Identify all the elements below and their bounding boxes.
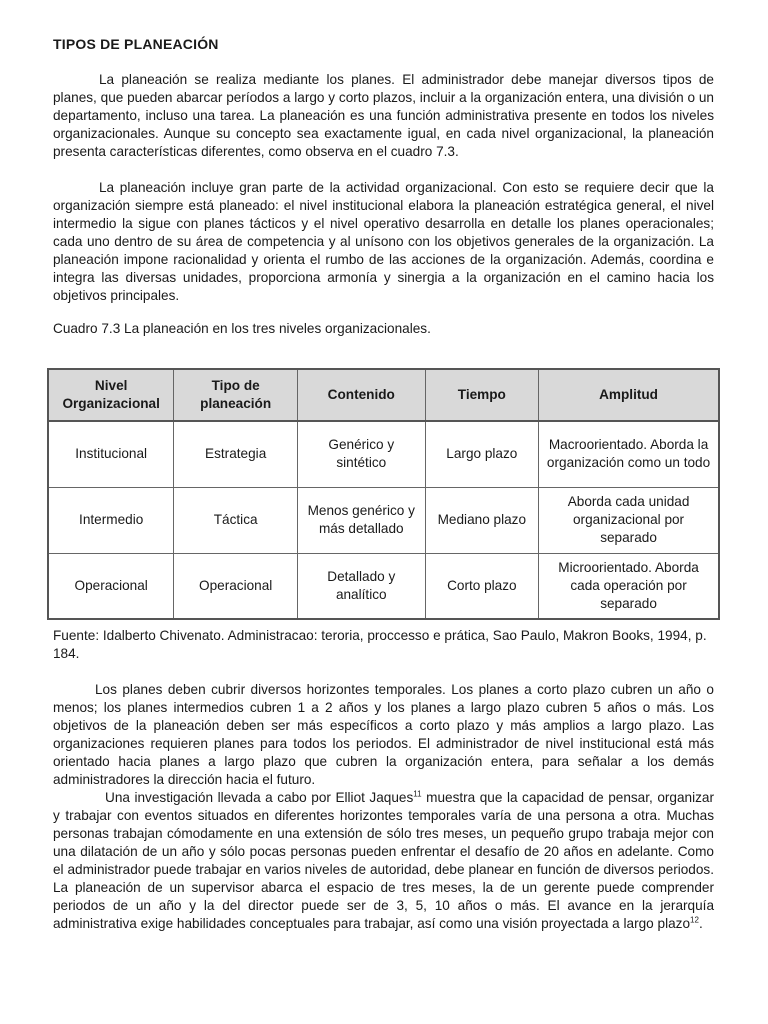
header-contenido: Contenido	[297, 369, 425, 421]
cell-tipo: Estrategia	[174, 421, 298, 487]
header-tiempo: Tiempo	[425, 369, 539, 421]
footnote-ref-12: 12	[690, 915, 699, 925]
cell-tiempo: Largo plazo	[425, 421, 539, 487]
section-title: TIPOS DE PLANEACIÓN	[53, 36, 219, 52]
cell-contenido: Detallado y analítico	[297, 553, 425, 619]
cell-contenido: Genérico y sintético	[297, 421, 425, 487]
paragraph-2-text: La planeación incluye gran parte de la actividad organizacional. Con esto se requiere decir que la organización siempre está planeado: el nivel institucional elabora la planeación estratégica general, el nivel intermedio la sigue con planes tácticos y el nivel operativo desarrolla en detalle los planes operacionales; cada uno dentro de su área de competencia y al unísono con los objetivos generales de la organización. La planeación impone racionalidad y orienta el rumbo de las acciones de la organización. Además, coordina e integra las diversas unidades, proporciona armonía y sinergia a la organización en el camino hacia los objetivos principales.	[53, 180, 714, 303]
header-tipo: Tipo de planeación	[174, 369, 298, 421]
header-nivel: Nivel Organizacional	[48, 369, 174, 421]
cell-tipo: Táctica	[174, 487, 298, 553]
paragraph-4-text-start: Una investigación llevada a cabo por Elliot Jaques	[105, 790, 414, 805]
cell-tiempo: Mediano plazo	[425, 487, 539, 553]
table-row	[48, 553, 719, 619]
cell-nivel: Institucional	[48, 421, 174, 487]
cell-amplitud: Macroorientado. Aborda la organización como un todo	[539, 421, 719, 487]
table-row	[48, 421, 719, 487]
header-amplitud: Amplitud	[539, 369, 719, 421]
cell-tipo: Operacional	[174, 553, 298, 619]
paragraph-4	[53, 789, 714, 933]
paragraph-2	[53, 179, 714, 305]
cell-nivel: Operacional	[48, 553, 174, 619]
cell-tiempo: Corto plazo	[425, 553, 539, 619]
table-caption: Cuadro 7.3 La planeación en los tres niveles organizacionales.	[53, 321, 431, 336]
paragraph-1	[53, 71, 714, 161]
table-header-row	[48, 369, 719, 421]
cell-amplitud: Aborda cada unidad organizacional por separado	[539, 487, 719, 553]
paragraph-3-text: Los planes deben cubrir diversos horizontes temporales. Los planes a corto plazo cubren un año o menos; los planes intermedios cubren 1 a 2 años y los planes a largo plazo cubren 5 años o más. Los objetivos de la planeación deben ser más específicos a corto plazo y más amplios a largo plazo. Las organizaciones requieren planes para todos los periodos. El administrador de nivel institucional está más orientado hacia planes a largo plazo que cubren la organización entera, para señalar a los demás administradores la dirección hacia el futuro.	[53, 682, 714, 787]
planning-levels-table	[47, 368, 720, 620]
cell-amplitud: Microorientado. Aborda cada operación por separado	[539, 553, 719, 619]
table-row	[48, 487, 719, 553]
table-source: Fuente: Idalberto Chivenato. Administracao: teroria, proccesso e prática, Sao Paulo, Makron Books, 1994, p. 184.	[53, 628, 707, 661]
cell-contenido: Menos genérico y más detallado	[297, 487, 425, 553]
footnote-ref-11: 11	[413, 789, 422, 799]
paragraph-4-text-main: muestra que la capacidad de pensar, organizar y trabajar con eventos situados en diferentes horizontes temporales varía de una persona a otra. Muchas personas trabajan cómodamente en una extensión de sólo tres meses, un pequeño grupo trabaja mejor con una dilatación de un año y sólo pocas personas pueden enfrentar el desafío de 20 años en adelante. Como el administrador puede trabajar en varios niveles de autoridad, debe planear en función de diversos periodos. La planeación de un supervisor abarca el espacio de tres meses, la de un gerente puede comprender periodos de un año y la del director puede ser de 3, 5, 10 años o más. El avance en la jerarquía administrativa exige habilidades conceptuales para trabajar, así como una visión proyectada a largo plazo	[53, 790, 714, 931]
cell-nivel: Intermedio	[48, 487, 174, 553]
paragraph-1-text: La planeación se realiza mediante los planes. El administrador debe manejar diversos tipos de planes, que pueden abarcar períodos a largo y corto plazos, incluir a la organización entera, una división o un departamento, incluso una tarea. La planeación es una función administrativa presente en todos los niveles organizacionales. Aunque su concepto sea exactamente igual, en cada nivel organizacional, la planeación presenta características diferentes, como observa en el cuadro 7.3.	[53, 72, 714, 159]
paragraph-4-text-end: .	[698, 916, 703, 931]
paragraph-3	[53, 681, 714, 789]
